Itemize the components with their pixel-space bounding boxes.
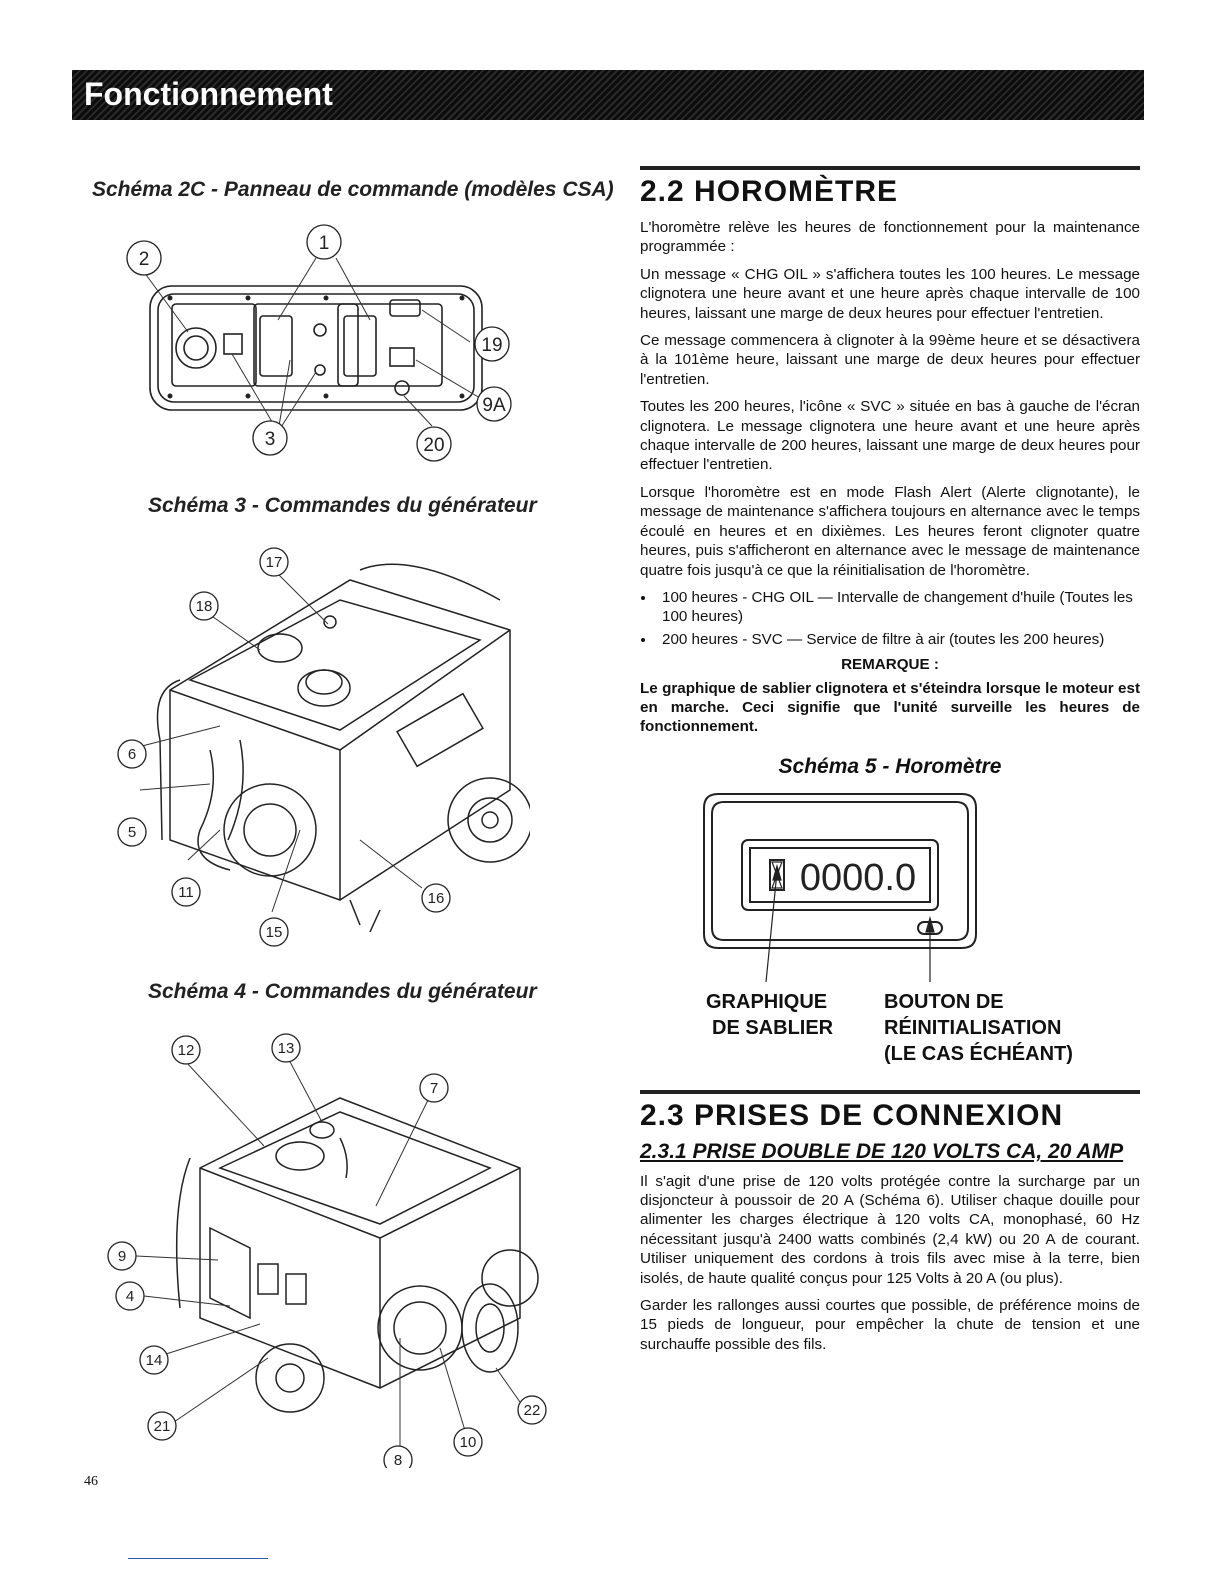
paragraph: Il s'agit d'une prise de 120 volts protégée contre la surcharge par un disjoncteur à poussoir de 20 A (Schéma 6). Utiliser chaque douille pour alimenter les charges électrique à 120 volts CA, monophasé, 60 Hz nécessitant jusqu'à 2400 watts combinés (2,4 kW) ou 20 A de courant. Utiliser uniquement des cordons à trois fils avec mise à la terre, bien isolés, de haute qualité conçus pour 125 Volts à 20 A (ou plus). — [640, 1172, 1140, 1287]
fig4-callout: 10 — [459, 1434, 477, 1451]
fig2c-callout: 1 — [318, 233, 330, 254]
fig3-callout: 16 — [427, 890, 445, 907]
hourglass-label: GRAPHIQUE — [706, 991, 828, 1014]
footer-line — [128, 1558, 268, 1559]
maintenance-list — [640, 588, 1140, 649]
paragraph: Garder les rallonges aussi courtes que possible, de préférence moins de 15 pieds de longueur, pour empêcher la chute de tension et une surchauffe possible des fils. — [640, 1297, 1140, 1353]
fig4-callout: 7 — [429, 1080, 439, 1097]
fig3-callout: 18 — [195, 598, 213, 615]
fig3-callout: 15 — [265, 924, 283, 941]
paragraph: Ce message commencera à clignoter à la 99ème heure et se désactivera à la 101ème heure, laissant une marge de deux heures pour effectuer l'entretien. — [640, 332, 1140, 388]
reset-button-label: BOUTON DE — [884, 991, 1004, 1014]
note-text: Le graphique de sablier clignotera et s'éteindra lorsque le moteur est en marche. Ceci signifie que l'unité surveille les heures de fonctionnement. — [640, 679, 1140, 736]
fig2c-callout: 9A — [482, 395, 506, 416]
fig2c-control-panel — [100, 220, 540, 470]
list-item: • 200 heures - SVC — Service de filtre à air (toutes les 200 heures) — [656, 630, 1140, 649]
fig3-caption: Schéma 3 - Commandes du générateur — [148, 494, 537, 517]
fig5-hourmeter — [640, 784, 1140, 1084]
note-title: REMARQUE : — [841, 656, 939, 674]
hourmeter-display: 0000.0 — [799, 857, 917, 900]
reset-button-label: (LE CAS ÉCHÉANT) — [884, 1043, 1073, 1066]
fig4-generator-drawing — [100, 1028, 550, 1468]
fig5-caption: Schéma 5 - Horomètre — [778, 754, 1002, 778]
banner-title: Fonctionnement — [84, 76, 333, 112]
fig4-callout: 21 — [153, 1418, 171, 1435]
fig4-callout: 14 — [145, 1352, 163, 1369]
section-2-3-heading: 2.3 PRISES DE CONNEXION — [640, 1099, 1064, 1133]
section-2-3-1-heading: 2.3.1 PRISE DOUBLE DE 120 VOLTS CA, 20 AMP — [640, 1140, 1124, 1164]
fig4-callout: 8 — [393, 1452, 403, 1468]
paragraph: Lorsque l'horomètre est en mode Flash Alert (Alerte clignotante), le message de maintenance s'affichera toujours en alternance avec le temps écoulé en heures et en dixièmes. Les heures feront clignoter quatre heures, puis s'afficheront en alternance avec le message de maintenance quatre fois jusqu'à ce que la réinitialisation de l'horomètre. — [640, 483, 1140, 579]
hourglass-label: DE SABLIER — [712, 1017, 834, 1040]
section-rule — [640, 1090, 1140, 1094]
reset-button-label: RÉINITIALISATION — [884, 1017, 1062, 1040]
fig4-caption: Schéma 4 - Commandes du générateur — [148, 980, 537, 1003]
fig2c-caption: Schéma 2C - Panneau de commande (modèles CSA) — [92, 178, 614, 201]
fig4-callout: 12 — [177, 1042, 195, 1059]
fig4-callout: 13 — [277, 1040, 295, 1057]
fig3-callout: 17 — [265, 554, 283, 571]
page-number: 46 — [84, 1474, 98, 1489]
section-2-2-heading: 2.2 HOROMÈTRE — [640, 175, 899, 208]
list-item: • 100 heures - CHG OIL — Intervalle de changement d'huile (Toutes les 100 heures) — [656, 588, 1140, 627]
fig2c-callout: 2 — [138, 249, 150, 270]
fig3-callout: 5 — [127, 824, 137, 841]
fig4-callout: 9 — [117, 1248, 127, 1265]
fig3-callout: 11 — [178, 884, 194, 901]
fig2c-callout: 3 — [264, 429, 276, 450]
section-banner — [72, 70, 1144, 120]
fig2c-callout: 19 — [481, 335, 503, 356]
fig4-callout: 22 — [523, 1402, 541, 1419]
paragraph: Toutes les 200 heures, l'icône « SVC » située en bas à gauche de l'écran clignotera. Le message clignotera une heure avant et une heure après chaque intervalle de 200 heures, laissant une marge de deux heures pour effectuer l'entretien. — [640, 398, 1140, 474]
right-column — [640, 166, 1140, 1362]
fig3-callout: 6 — [127, 746, 137, 763]
section-rule — [640, 166, 1140, 170]
paragraph: L'horomètre relève les heures de fonctionnement pour la maintenance programmée : — [640, 219, 1140, 256]
fig4-callout: 4 — [125, 1288, 135, 1305]
fig3-generator-drawing — [110, 540, 530, 960]
paragraph: Un message « CHG OIL » s'affichera toutes les 100 heures. Le message clignotera une heure avant et une heure après chaque intervalle de 100 heures, laissant une marge de deux heures pour effectuer l'entretien. — [640, 265, 1140, 322]
fig2c-callout: 20 — [423, 435, 445, 456]
